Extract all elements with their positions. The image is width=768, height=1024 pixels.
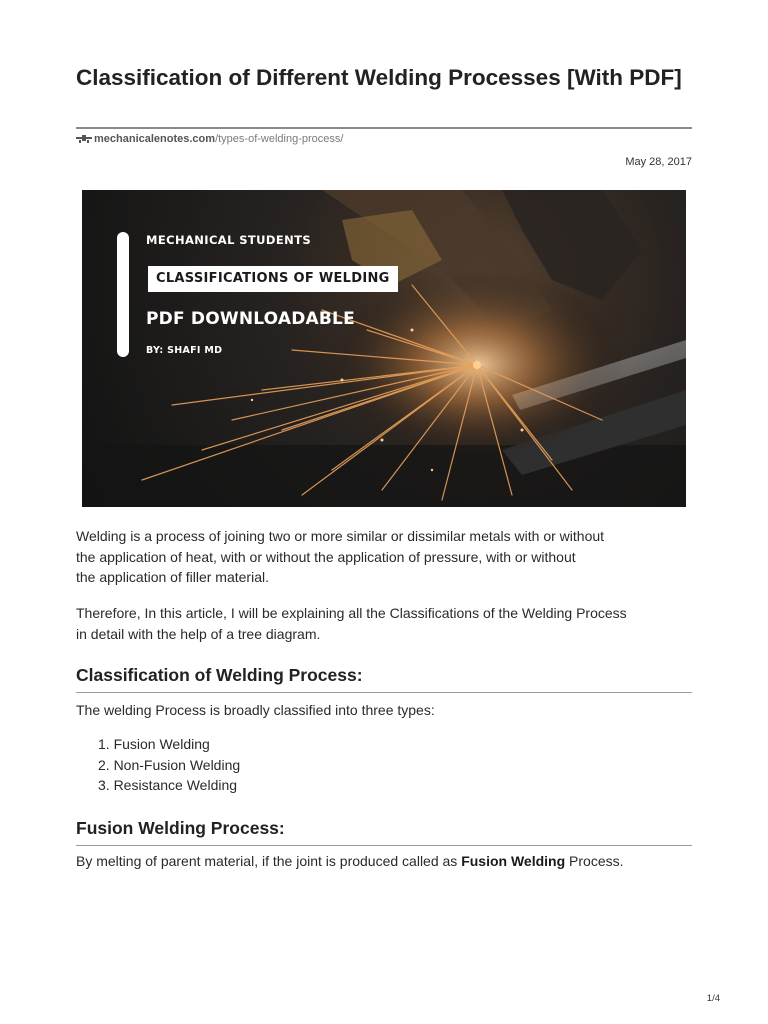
types-intro: The welding Process is broadly classified into three types: bbox=[76, 702, 435, 718]
hero-kicker: MECHANICAL STUDENTS bbox=[146, 233, 312, 247]
fusion-desc-bold: Fusion Welding bbox=[461, 853, 566, 869]
hero-accent-bar bbox=[117, 232, 129, 357]
text-line: in detail with the help of a tree diagram. bbox=[76, 625, 321, 642]
fusion-desc-text: By melting of parent material, if the joint is produced called as bbox=[76, 853, 462, 869]
hero-headline: PDF DOWNLOADABLE bbox=[146, 309, 355, 329]
intro-paragraph bbox=[76, 526, 692, 588]
source-path: /types-of-welding-process/ bbox=[215, 133, 344, 145]
title-divider bbox=[76, 127, 692, 129]
section-divider bbox=[76, 692, 692, 693]
hero-image bbox=[82, 190, 686, 507]
source-link[interactable] bbox=[76, 132, 343, 146]
therefore-paragraph bbox=[76, 603, 692, 644]
page-title: Classification of Different Welding Processes [With PDF] bbox=[76, 65, 682, 90]
text-line: Therefore, In this article, I will be explaining all the Classifications of the Welding Process bbox=[76, 605, 627, 621]
section-divider bbox=[76, 845, 692, 846]
hero-author: BY: SHAFI MD bbox=[146, 345, 223, 356]
page-number: 1/4 bbox=[706, 993, 720, 1004]
text-line: the application of heat, with or without the application of pressure, with or without bbox=[76, 548, 576, 565]
classification-heading: Classification of Welding Process: bbox=[76, 665, 363, 685]
list-item: 1. Fusion Welding bbox=[98, 736, 210, 752]
text-line: the application of filler material. bbox=[76, 569, 269, 585]
list-item: 2. Non-Fusion Welding bbox=[98, 756, 241, 773]
site-favicon-icon bbox=[76, 134, 92, 143]
fusion-desc-end: Process. bbox=[565, 853, 624, 869]
post-date: May 28, 2017 bbox=[625, 156, 692, 168]
fusion-heading: Fusion Welding Process: bbox=[76, 818, 285, 838]
text-line: Welding is a process of joining two or more similar or dissimilar metals with or without bbox=[76, 528, 605, 544]
list-item: 3. Resistance Welding bbox=[98, 777, 238, 793]
hero-tag: CLASSIFICATIONS OF WELDING bbox=[148, 266, 398, 292]
source-domain: mechanicalenotes.com bbox=[94, 133, 216, 145]
fusion-description bbox=[76, 851, 692, 872]
welding-types-list bbox=[98, 734, 240, 796]
